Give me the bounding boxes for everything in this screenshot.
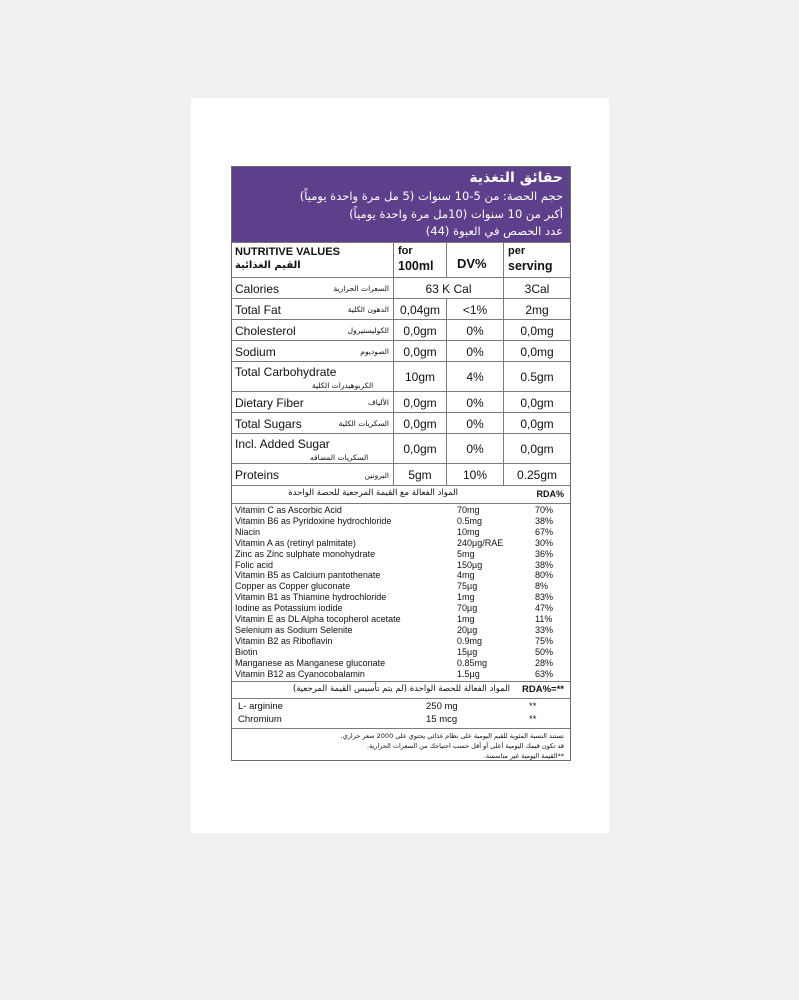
ingredient-name: Chromium: [238, 714, 282, 725]
ingredient-amount: 150µg: [457, 559, 483, 570]
ingredient-name: Niacin: [235, 526, 261, 537]
list-item: [232, 714, 570, 726]
table-row: [232, 658, 570, 669]
ingredient-rda: **: [529, 714, 537, 725]
ingredient-amount: 10mg: [457, 526, 480, 537]
nutritive-values-heading-ar: القيم الغذائية: [235, 260, 301, 271]
nutrient-name-ar: الألياف: [368, 398, 389, 407]
ingredient-amount: 0.9mg: [457, 635, 483, 646]
nutrient-name: Cholesterol: [235, 323, 296, 338]
ingredient-rda: 33%: [535, 624, 554, 635]
per-100ml-heading-bottom: 100ml: [398, 259, 434, 273]
ingredient-name: Vitamin B6 as Pyridoxine hydrochloride: [235, 515, 392, 526]
nutrient-serving: 0.25gm: [516, 468, 558, 482]
nutrient-per100: 0,0gm: [403, 416, 437, 431]
nutrient-name-ar: السكريات المضافه: [310, 453, 369, 462]
nutrient-name: Total Carbohydrate: [235, 365, 337, 379]
ingredient-amount: 15µg: [457, 646, 478, 657]
ingredient-name: L- arginine: [238, 701, 283, 712]
nutrient-name-ar: الصوديوم: [360, 347, 389, 356]
table-row: [232, 614, 570, 625]
table-row: [232, 516, 570, 527]
nutrient-dv: 0%: [466, 416, 484, 431]
nutrient-per100: 0,0gm: [403, 344, 437, 359]
nutrient-serving: 0,0mg: [520, 323, 554, 338]
ingredient-rda: 63%: [535, 668, 554, 679]
ingredient-name: Vitamin B1 as Thiamine hydrochloride: [235, 592, 387, 603]
ingredient-name: Vitamin A as (retinyl palmitate): [235, 537, 356, 548]
table-row: [232, 361, 570, 392]
serving-size-adult-line: أكبر من 10 سنوات (10مل مرة واحدة يومياً): [349, 206, 563, 221]
nutrient-name: Incl. Added Sugar: [235, 437, 330, 451]
table-row: [232, 277, 570, 299]
ingredient-rda: 28%: [535, 657, 554, 668]
ingredient-name: Vitamin B5 as Calcium pantothenate: [235, 570, 381, 581]
ingredient-amount: 75µg: [457, 581, 478, 592]
nutrient-name: Total Sugars: [235, 416, 302, 431]
nutrient-serving: 0,0gm: [520, 442, 554, 456]
ingredient-rda: 38%: [535, 515, 554, 526]
ingredient-rda: 47%: [535, 603, 554, 614]
ingredient-amount: 1mg: [457, 614, 475, 624]
ingredient-amount: 240µg/RAE: [457, 537, 504, 548]
ingredient-rda: 80%: [535, 570, 554, 581]
ingredient-rda: 36%: [535, 548, 554, 559]
table-row: [232, 412, 570, 434]
nutrient-per100: 0,04gm: [399, 302, 441, 317]
ingredient-amount: 70mg: [457, 505, 480, 515]
table-row: [232, 669, 570, 680]
nutrient-dv: 10%: [462, 468, 488, 482]
ingredient-amount: 0.85mg: [457, 657, 488, 668]
nutrient-serving: 0,0gm: [520, 416, 554, 431]
table-row: [232, 636, 570, 647]
footnote: قد تكون قيمك اليومية أعلى أو أقل حسب احتياجك من السعرات الحرارية.: [366, 742, 564, 750]
nutrient-per100: 10gm: [404, 370, 436, 384]
dv-heading: DV%: [457, 256, 487, 271]
ingredient-rda: 75%: [535, 635, 554, 646]
ingredient-amount: 20µg: [457, 624, 478, 635]
no-rda-heading-en: RDA%=**: [522, 684, 564, 695]
table-row: [232, 319, 570, 341]
ingredient-rda: 83%: [535, 592, 554, 603]
ingredient-name: Vitamin B12 as Cyanocobalamin: [235, 668, 365, 679]
nutrient-name-ar: الكوليستيرول: [347, 326, 389, 335]
footnote: **القيمة اليومية غير متاسسة.: [483, 752, 564, 760]
ingredient-name: Selenium as Sodium Selenite: [235, 624, 353, 635]
ingredient-rda: 67%: [535, 526, 554, 537]
ingredient-rda: 11%: [535, 614, 553, 624]
nutrient-name-ar: الكربوهيدرات الكلية: [312, 381, 374, 390]
nutrient-per100: 63 K Cal: [425, 281, 472, 296]
per-serving-heading-bottom: serving: [508, 259, 553, 273]
table-row: [232, 560, 570, 571]
nutrient-serving: 2mg: [525, 302, 549, 317]
table-row: [232, 463, 570, 486]
rda-heading-en: RDA%: [536, 489, 564, 499]
nutrient-per100: 0,0gm: [403, 442, 437, 456]
nutrient-serving: 0,0gm: [520, 395, 554, 410]
label-title: حقائق التغذية: [469, 170, 563, 186]
ingredient-amount: 1mg: [457, 592, 475, 603]
table-row: [232, 570, 570, 581]
table-header-row: [232, 242, 570, 278]
table-row: [232, 538, 570, 549]
table-row: [232, 527, 570, 538]
nutrient-name-ar: الدهون الكلية: [347, 305, 389, 314]
list-item: [232, 701, 570, 713]
nutrient-dv: 0%: [466, 323, 484, 338]
ingredient-amount: 4mg: [457, 570, 475, 581]
nutrient-name: Proteins: [235, 468, 280, 482]
ingredient-rda: 30%: [535, 537, 554, 548]
servings-per-container-line: عدد الحصص في العبوة (44): [425, 224, 563, 238]
rda-section-heading: [232, 485, 570, 504]
nutrient-dv: 4%: [466, 370, 484, 384]
ingredient-rda: 8%: [535, 581, 549, 592]
per-100ml-heading-top: for: [398, 245, 413, 257]
ingredient-name: Zinc as Zinc sulphate monohydrate: [235, 548, 376, 559]
nutrition-facts-label: [231, 166, 571, 761]
ingredient-amount: 5mg: [457, 548, 475, 559]
nutrient-per100: 0,0gm: [403, 323, 437, 338]
nutrient-dv: 0%: [466, 395, 484, 410]
table-row: [232, 340, 570, 362]
ingredient-name: Iodine as Potassium iodide: [235, 603, 343, 614]
ingredient-rda: **: [529, 701, 537, 712]
ingredient-name: Vitamin C as Ascorbic Acid: [235, 505, 342, 515]
ingredient-amount: 0.5mg: [457, 515, 483, 526]
ingredient-amount: 1.5µg: [457, 668, 480, 679]
nutrient-name-ar: البروتين: [364, 470, 389, 480]
nutrient-name: Calories: [235, 281, 280, 296]
no-rda-heading-ar: المواد الفعالة للحصة الواحدة (لم يتم تأسيس القيمة المرجعية): [292, 684, 510, 694]
nutrient-serving: 3Cal: [524, 281, 550, 296]
ingredient-rda: 50%: [535, 646, 554, 657]
per-serving-heading-top: per: [508, 245, 526, 257]
table-row: [232, 647, 570, 658]
table-row: [232, 433, 570, 464]
ingredient-amount: 250 mg: [426, 701, 458, 712]
table-row: [232, 592, 570, 603]
footnote: تستند النسبة المئوية للقيم اليومية على نظام غذائي يحتوي على 2000 سعر حراري.: [340, 732, 564, 740]
ingredient-name: Folic acid: [235, 559, 274, 570]
nutrient-per100: 5gm: [408, 468, 432, 482]
ingredient-name: Biotin: [235, 646, 258, 657]
nutritive-values-heading: NUTRITIVE VALUES: [235, 246, 340, 258]
ingredient-name: Vitamin B2 as Riboflavin: [235, 635, 333, 646]
nutrient-per100: 0,0gm: [403, 395, 437, 410]
nutrient-dv: <1%: [462, 302, 488, 317]
table-row: [232, 581, 570, 592]
footnotes: [232, 728, 570, 761]
table-row: [232, 391, 570, 413]
ingredient-amount: 15 mcg: [426, 714, 458, 725]
nutrient-name-ar: السعرات الحرارية: [333, 284, 389, 293]
ingredient-name: Manganese as Manganese gluconate: [235, 657, 386, 668]
label-header: [232, 167, 570, 242]
nutrient-serving: 0,0mg: [520, 344, 554, 359]
ingredient-amount: 70µg: [457, 603, 478, 614]
nutrient-name: Dietary Fiber: [235, 395, 304, 410]
no-rda-section-heading: [232, 681, 570, 699]
table-row: [232, 298, 570, 320]
table-row: [232, 603, 570, 614]
nutrient-serving: 0.5gm: [520, 370, 554, 384]
ingredient-name: Vitamin E as DL Alpha tocopherol acetate: [235, 614, 401, 624]
ingredient-name: Copper as Copper gluconate: [235, 581, 351, 592]
nutrient-name: Total Fat: [235, 302, 282, 317]
nutrient-dv: 0%: [466, 442, 484, 456]
table-row: [232, 549, 570, 560]
table-row: [232, 625, 570, 636]
table-row: [232, 505, 570, 516]
serving-size-line: حجم الحصة: من 5-10 سنوات (5 مل مرة واحدة يومياً): [299, 189, 563, 203]
ingredient-rda: 38%: [535, 559, 554, 570]
rda-heading-ar: المواد الفعالة مع القيمة المرجعية للحصة الواحدة: [288, 488, 458, 498]
ingredient-rda: 70%: [535, 505, 554, 515]
nutrient-name: Sodium: [235, 344, 276, 359]
nutrient-dv: 0%: [466, 344, 484, 359]
nutrient-name-ar: السكريات الكلية: [338, 419, 389, 428]
